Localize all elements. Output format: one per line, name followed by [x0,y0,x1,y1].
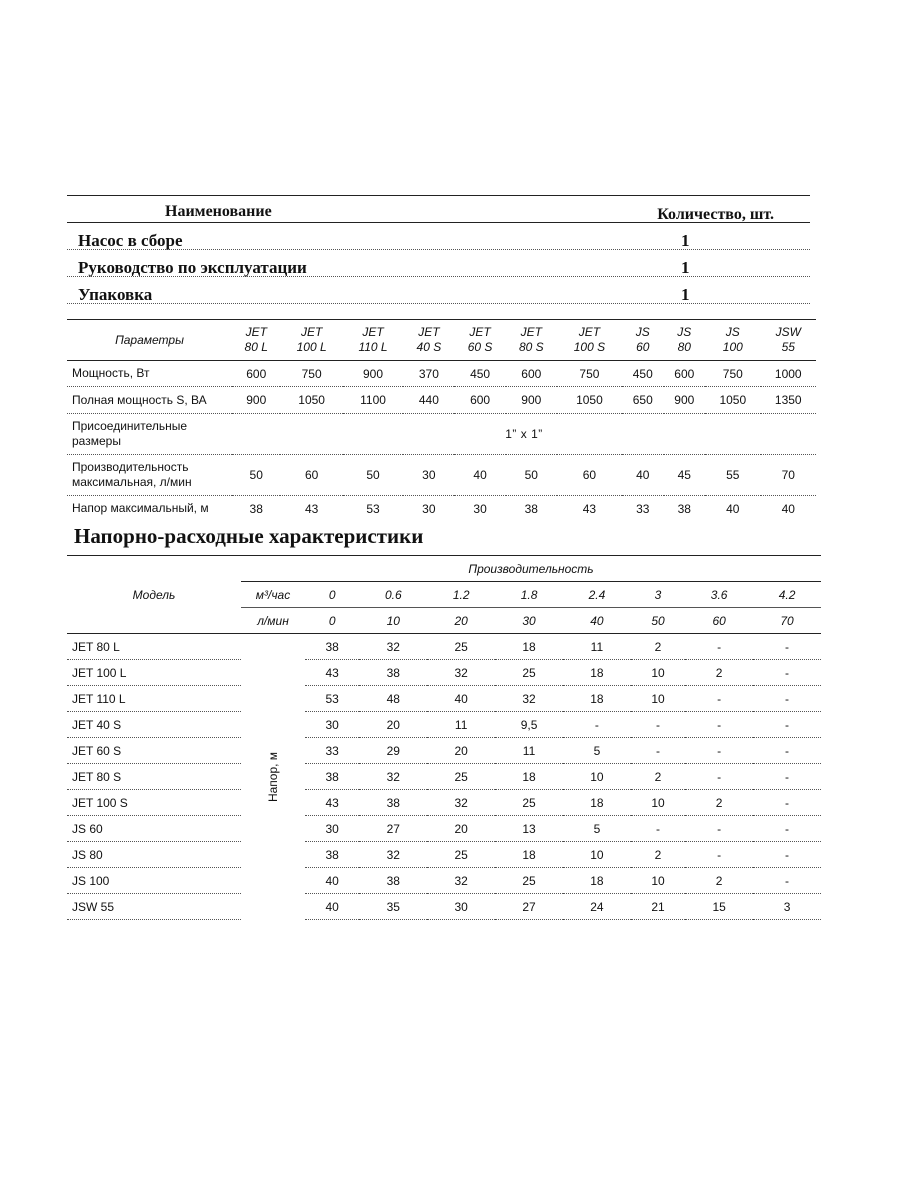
table-row [67,764,821,790]
model-header [705,320,760,361]
head-value: - [685,842,753,868]
head-value: 32 [359,764,427,790]
flow-lmin-header: 70 [753,608,821,634]
model-name: JSW 55 [67,894,241,920]
flow-lmin-header: 20 [427,608,495,634]
flow-m3-header: 0.6 [359,582,427,608]
model-header-line: JET [245,325,267,339]
row-label-line: Производительность [72,460,189,474]
head-value: 48 [359,686,427,712]
model-column-header: Модель [67,557,241,634]
head-value: 2 [685,868,753,894]
flow-m3-header: 1.8 [495,582,563,608]
param-value: 370 [403,361,454,387]
flow-lmin-header: 10 [359,608,427,634]
head-value: - [753,712,821,738]
head-value: 24 [563,894,631,920]
param-value: 33 [636,501,650,516]
head-value: 5 [563,738,631,764]
head-value: - [631,738,685,764]
model-header-line: 100 L [296,340,327,354]
model-header-line: 55 [781,340,795,354]
head-value: 43 [305,790,359,816]
head-value: 32 [427,790,495,816]
head-value: 2 [631,842,685,868]
param-value: 750 [280,361,342,387]
head-value: - [685,738,753,764]
head-value: - [563,712,631,738]
head-value: - [753,686,821,712]
head-value: 30 [305,712,359,738]
head-value: 11 [563,634,631,660]
head-value: - [685,764,753,790]
row-label: Напор максимальный, м [72,501,209,515]
flow-lmin-header: 50 [631,608,685,634]
param-value: 43 [304,501,319,516]
flow-lmin-header: 30 [495,608,563,634]
param-value: 38 [249,501,263,516]
param-value: 43 [582,501,597,516]
param-value: 450 [622,361,664,387]
head-value: - [753,790,821,816]
head-axis-cell [241,634,305,920]
head-value: 40 [305,894,359,920]
table-row [67,842,821,868]
contents-item-qty: 1 [681,231,690,250]
param-value: 1050 [557,387,622,414]
head-value: 38 [305,842,359,868]
table-row [67,816,821,842]
head-value: 5 [563,816,631,842]
param-value: 440 [403,387,454,414]
param-value: 55 [705,455,760,496]
head-value: 11 [427,712,495,738]
param-value: 600 [664,361,706,387]
performance-table [67,557,821,920]
head-value: 10 [563,842,631,868]
head-value: 18 [563,868,631,894]
param-value: 30 [403,455,454,496]
param-value: 38 [524,501,538,516]
param-value: 1000 [761,361,817,387]
head-value: - [753,634,821,660]
head-value: 10 [631,660,685,686]
flow-lmin-header: 60 [685,608,753,634]
param-value: 1050 [705,387,760,414]
contents-item-name: Руководство по эксплуатации [78,258,307,277]
row-label-line: размеры [72,434,121,448]
head-value: - [753,660,821,686]
head-value: - [685,816,753,842]
head-value: 32 [427,660,495,686]
param-value: 750 [557,361,622,387]
param-value: 60 [280,455,342,496]
head-value: 9,5 [495,712,563,738]
head-value: 18 [563,790,631,816]
head-value: - [753,738,821,764]
head-value: 30 [305,816,359,842]
parameters-row-connection [67,414,816,455]
contents-item-name: Упаковка [78,285,153,304]
section-title-rule [67,555,821,556]
head-value: 38 [305,764,359,790]
model-name: JET 40 S [67,712,241,738]
head-value: - [753,868,821,894]
head-value: 25 [427,764,495,790]
head-value: 38 [359,660,427,686]
flow-m3-header: 1.2 [427,582,495,608]
parameters-table [67,319,816,521]
param-value: 40 [622,455,664,496]
param-value: 40 [781,501,795,516]
model-header [622,320,664,361]
param-value: 600 [232,361,280,387]
param-value: 650 [622,387,664,414]
head-value: 29 [359,738,427,764]
parameters-header-label: Параметры [67,320,232,361]
param-value: 900 [232,387,280,414]
performance-body [67,634,821,920]
contents-item-name: Насос в сборе [78,231,183,250]
table-row [67,686,821,712]
parameters-row-head [67,496,816,522]
model-header [280,320,342,361]
param-value: 1350 [761,387,817,414]
head-value: 10 [631,686,685,712]
model-header [343,320,403,361]
model-header-line: 110 L [358,340,388,354]
flow-m3-header: 3.6 [685,582,753,608]
head-value: - [753,764,821,790]
model-header-line: JS [635,325,650,339]
row-label [67,414,232,455]
head-value: 20 [427,738,495,764]
param-value: 900 [343,361,403,387]
contents-header [67,196,810,223]
contents-item-qty: 1 [681,258,690,277]
head-value: 11 [495,738,563,764]
contents-row [67,250,810,277]
param-value: 30 [422,501,436,516]
param-value: 50 [343,455,403,496]
contents-header-name: Наименование [165,203,272,220]
param-value: 750 [705,361,760,387]
flow-m3-header: 2.4 [563,582,631,608]
contents-rows [67,223,810,304]
head-value: 18 [495,764,563,790]
param-value: 1100 [343,387,403,414]
parameters-row-flow [67,455,816,496]
head-value: 18 [563,686,631,712]
model-header-line: JET [520,325,542,339]
param-value: 60 [557,455,622,496]
param-value: 1050 [280,387,342,414]
param-value: 53 [366,501,380,516]
head-value: 30 [427,894,495,920]
model-header [557,320,622,361]
param-value: 600 [454,387,505,414]
param-value: 45 [664,455,706,496]
head-value: 20 [427,816,495,842]
head-value: 35 [359,894,427,920]
model-header [403,320,454,361]
flow-m3-header: 3 [631,582,685,608]
param-value: 900 [506,387,557,414]
unit-lmin-header: л/мин [241,608,305,634]
head-value: 43 [305,660,359,686]
model-name: JET 60 S [67,738,241,764]
model-header-line: JET [418,325,440,339]
head-value: 27 [359,816,427,842]
param-value: 50 [506,455,557,496]
head-value: 25 [495,660,563,686]
model-header-line: JSW [775,325,801,339]
model-header [506,320,557,361]
row-label: Мощность, Вт [67,361,232,387]
head-value: 33 [305,738,359,764]
model-name: JET 110 L [67,686,241,712]
head-axis-label: Напор, м [265,751,280,802]
model-header [664,320,706,361]
head-value: 25 [495,790,563,816]
param-value: 40 [726,501,740,516]
model-name: JET 100 S [67,790,241,816]
productivity-header: Производительность [241,557,821,582]
head-value: 10 [563,764,631,790]
model-header-line: 80 [677,340,691,354]
param-value: 38 [677,501,691,516]
head-value: 32 [427,868,495,894]
head-value: 53 [305,686,359,712]
model-name: JS 60 [67,816,241,842]
head-value: 10 [631,868,685,894]
table-row [67,634,821,660]
head-value: 2 [631,634,685,660]
head-value: 38 [359,790,427,816]
head-value: 25 [427,634,495,660]
table-row [67,712,821,738]
model-header [761,320,817,361]
head-value: 20 [359,712,427,738]
head-value: 21 [631,894,685,920]
model-header-line: 100 [722,340,743,354]
row-label [67,455,232,496]
head-value: 2 [631,764,685,790]
param-value: 600 [506,361,557,387]
model-header-line: JET [362,325,384,339]
model-header-line: JS [677,325,692,339]
head-value: 25 [495,868,563,894]
param-value: 40 [454,455,505,496]
parameters-row-power [67,361,816,387]
model-name: JET 80 L [67,634,241,660]
model-header-line: 100 S [573,340,606,354]
head-value: 13 [495,816,563,842]
parameters-row-apparent-power [67,387,816,414]
model-name: JS 100 [67,868,241,894]
model-header-line: JET [469,325,491,339]
flow-lmin-header: 0 [305,608,359,634]
model-header-line: 80 S [518,340,544,354]
head-value: 2 [685,660,753,686]
model-header [454,320,505,361]
model-name: JS 80 [67,842,241,868]
contents-row [67,223,810,250]
head-value: 40 [305,868,359,894]
head-value: - [631,712,685,738]
head-value: 10 [631,790,685,816]
table-row [67,738,821,764]
contents-item-qty: 1 [681,285,690,304]
param-value: 30 [473,501,487,516]
model-header-line: 80 L [244,340,268,354]
row-label-line: Присоединительные [72,419,188,433]
head-value: - [753,842,821,868]
model-header-line: 40 S [416,340,442,354]
model-name: JET 100 L [67,660,241,686]
row-label: Полная мощность S, ВА [67,387,232,414]
head-value: - [753,816,821,842]
head-value: 32 [495,686,563,712]
param-value: 70 [761,455,817,496]
head-value: 38 [305,634,359,660]
table-row [67,790,821,816]
model-header [232,320,280,361]
head-value: 18 [495,634,563,660]
model-name: JET 80 S [67,764,241,790]
param-value: 900 [664,387,706,414]
flow-m3-header: 0 [305,582,359,608]
parameters-header-row [67,320,816,361]
model-header-line: JET [578,325,601,339]
table-row [67,868,821,894]
head-value: 27 [495,894,563,920]
unit-m3-header: м³/час [241,582,305,608]
model-header-line: 60 S [467,340,493,354]
model-header-line: JS [725,325,740,339]
flow-lmin-header: 40 [563,608,631,634]
head-value: - [685,686,753,712]
contents-table [67,195,810,304]
head-value: 2 [685,790,753,816]
head-value: 3 [753,894,821,920]
connection-size-value: 1” x 1” [232,414,816,455]
table-row [67,894,821,920]
param-value: 50 [232,455,280,496]
table-row [67,660,821,686]
flow-m3-header: 4.2 [753,582,821,608]
head-value: 25 [427,842,495,868]
head-value: 18 [495,842,563,868]
row-label-line: максимальная, л/мин [72,475,192,489]
head-value: - [685,634,753,660]
performance-header-productivity-row [67,557,821,582]
model-header-line: JET [300,325,323,339]
head-value: 18 [563,660,631,686]
head-value: - [685,712,753,738]
head-value: 32 [359,842,427,868]
contents-row [67,277,810,304]
contents-header-qty: Количество, шт. [657,206,774,223]
head-value: 15 [685,894,753,920]
head-value: 38 [359,868,427,894]
head-value: - [631,816,685,842]
head-value: 40 [427,686,495,712]
param-value: 450 [454,361,505,387]
model-header-line: 60 [636,340,650,354]
section-title: Напорно-расходные характеристики [74,524,424,548]
head-value: 32 [359,634,427,660]
